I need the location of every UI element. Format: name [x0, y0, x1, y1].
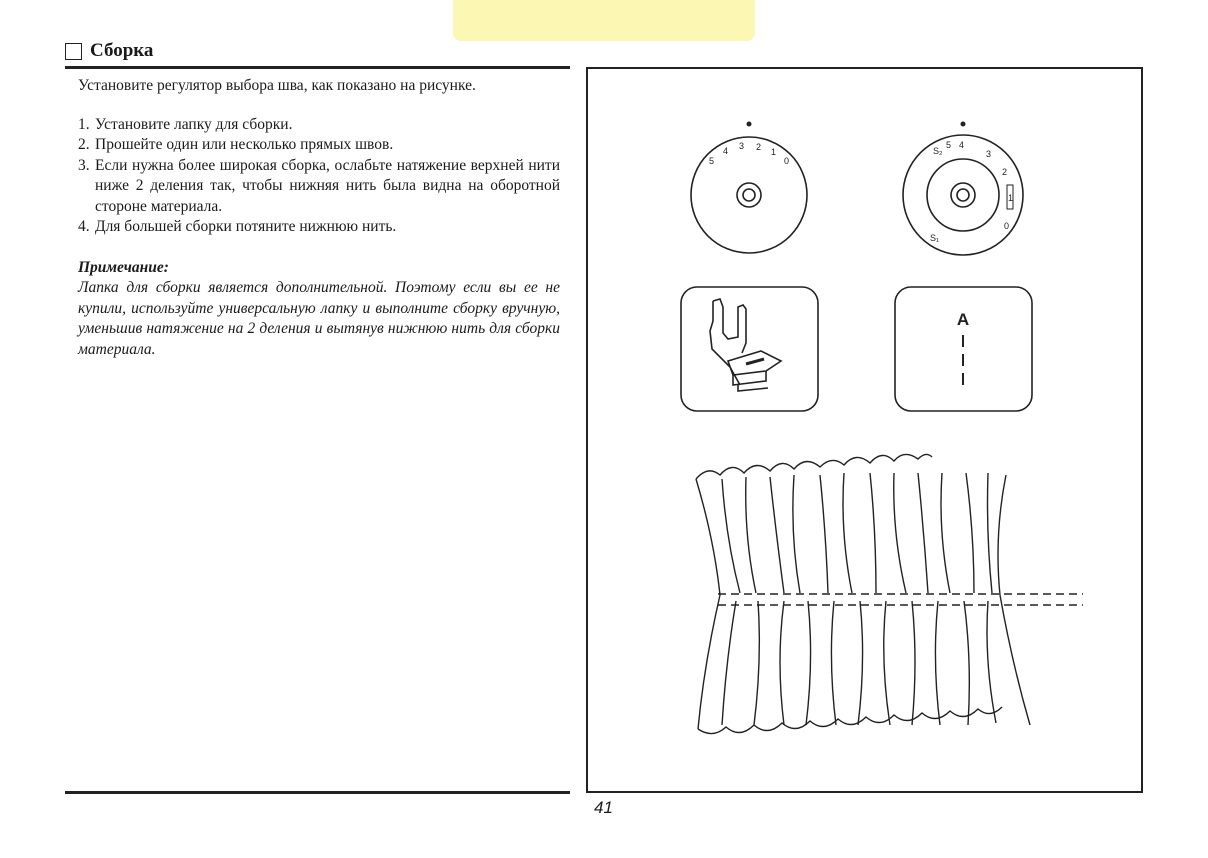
step-number: 3. [78, 156, 90, 174]
top-rule [65, 66, 570, 69]
section-header [65, 40, 153, 62]
dial-label: 2 [756, 142, 762, 152]
dial-label: 1 [771, 147, 777, 157]
step-item [78, 115, 560, 136]
dial-label: 0 [784, 156, 790, 166]
dial-label: 3 [986, 149, 992, 159]
note-text: Лапка для сборки является дополнительной. Поэтому если вы ее не купили, используйте универсальную лапку и выполните сборку вручную, уменьшив натяжение на 2 деления и вытянув нижнюю нить для сборки материала. [78, 279, 560, 358]
note-heading: Примечание: [78, 258, 169, 276]
stitch-width-dial-icon [903, 122, 1023, 256]
dial-label: 2 [1002, 167, 1008, 177]
figure-panel [586, 67, 1143, 793]
step-item [78, 217, 560, 238]
step-text: Для большей сборки потяните нижнюю нить. [95, 218, 397, 235]
page-number: 41 [594, 798, 613, 817]
dial-label: 5 [709, 156, 715, 166]
figure-illustration [588, 69, 1140, 790]
dial-label: 0 [1004, 221, 1010, 231]
step-number: 1. [78, 115, 90, 133]
gathered-fabric-icon [696, 454, 1083, 733]
stitch-letter: A [956, 310, 970, 329]
gathering-foot-icon [681, 287, 818, 411]
dial-label: S₁ [930, 233, 940, 243]
step-text: Если нужна более широкая сборка, ослабьте натяжение верхней нити ниже 2 деления так, чтобы нижняя нить была видна на оборотной стороне материала. [95, 156, 560, 215]
section-checkbox[interactable] [65, 43, 82, 60]
step-text: Прошейте один или несколько прямых швов. [95, 136, 394, 153]
instructions-column [78, 76, 560, 360]
header-tab-strip [453, 0, 755, 41]
step-text: Установите лапку для сборки. [95, 115, 293, 133]
steps-list [78, 115, 560, 238]
straight-stitch-icon [895, 287, 1032, 411]
dial-label: 3 [739, 141, 745, 151]
dial-label: 4 [723, 146, 729, 156]
step-number: 4. [78, 218, 90, 235]
step-item [78, 156, 560, 218]
dial-label: 5 [946, 140, 952, 150]
intro-text: Установите регулятор выбора шва, как показано на рисунке. [78, 77, 476, 94]
dial-label: 1 [1008, 193, 1014, 203]
dial-label: S₂ [933, 146, 943, 156]
section-title: Сборка [90, 40, 154, 61]
stitch-length-dial-icon [691, 122, 807, 254]
step-item [78, 135, 560, 156]
step-number: 2. [78, 136, 90, 153]
dial-label: 4 [959, 140, 965, 150]
bottom-rule [65, 791, 570, 794]
